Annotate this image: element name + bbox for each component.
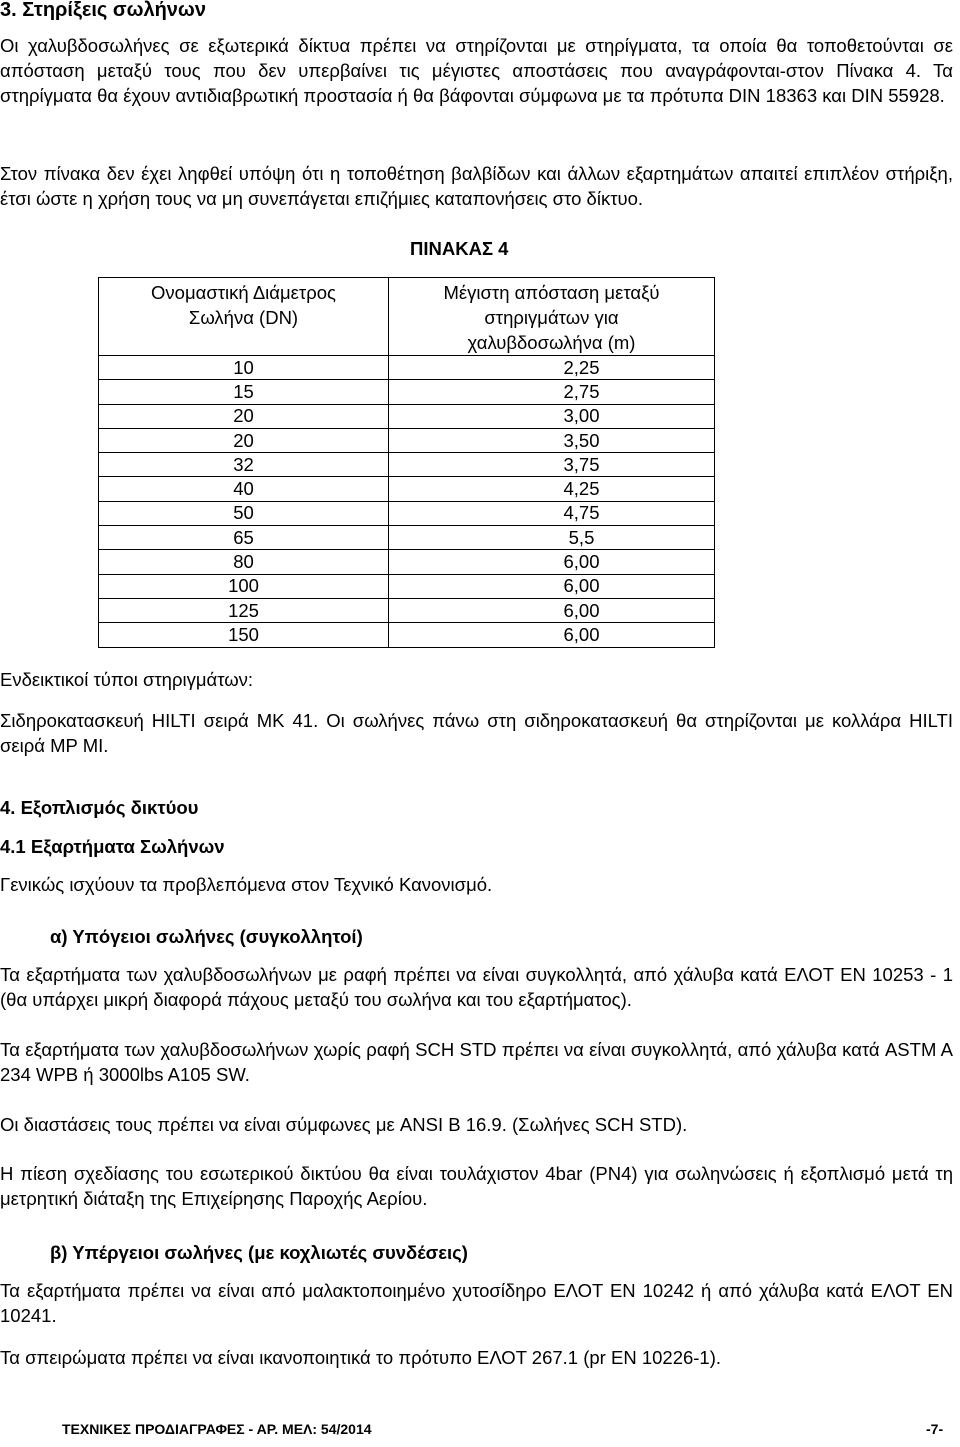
- dn-cell: 100: [99, 574, 389, 598]
- general-note: Γενικώς ισχύουν τα προβλεπόμενα στον Τεχνικό Κανονισμό.: [0, 874, 493, 895]
- table-row: [99, 453, 715, 477]
- distance-cell: 5,5: [389, 526, 715, 550]
- table-row: [99, 356, 715, 380]
- subsection-a-paragraph-4: Η πίεση σχεδίασης του εσωτερικού δικτύου θα είναι τουλάχιστον 4bar (PN4) για σωληνώσεις ή εξοπλισμό μετά τη μετρητική διάταξη της Επιχείρησης Παροχής Αερίου.: [0, 1163, 953, 1209]
- header-diameter-line-2: Σωλήνα (DN): [188, 307, 299, 328]
- dn-cell: 40: [99, 477, 389, 501]
- table-row: [99, 623, 715, 647]
- header-distance-line-2: στηριγμάτων για: [484, 307, 619, 328]
- distance-cell: 2,75: [389, 380, 715, 404]
- distance-cell: 3,50: [389, 428, 715, 452]
- dn-cell: 80: [99, 550, 389, 574]
- distance-cell: 6,00: [389, 574, 715, 598]
- table-row: [99, 428, 715, 452]
- dn-cell: 15: [99, 380, 389, 404]
- subsection-b-paragraph-2: Τα σπειρώματα πρέπει να είναι ικανοποιητικά το πρότυπο ΕΛΟΤ 267.1 (pr EN 10226-1).: [0, 1347, 722, 1368]
- support-types-label: Ενδεικτικοί τύποι στηριγμάτων:: [0, 669, 254, 690]
- table-row: [99, 380, 715, 404]
- dn-cell: 125: [99, 598, 389, 622]
- dn-cell: 20: [99, 428, 389, 452]
- table-row: [99, 574, 715, 598]
- header-diameter: [99, 278, 389, 356]
- distance-cell: 3,75: [389, 453, 715, 477]
- header-distance-line-1: Μέγιστη απόσταση μεταξύ: [443, 282, 660, 303]
- table-row: [99, 598, 715, 622]
- section-3-paragraph-1: Οι χαλυβδοσωλήνες σε εξωτερικά δίκτυα πρέπει να στηρίζονται με στηρίγματα, τα οποία θα τοποθετούνται σε απόσταση μεταξύ τους που δεν υπερβαίνει τις μέγιστες αποστάσεις που αναγράφονται-στον Πίνακα 4. Τα στηρίγματα θα έχουν αντιδιαβρωτική προστασία ή θα βάφονται σύμφωνα με τα πρότυπα DIN 18363 και DIN 55928.: [0, 35, 953, 106]
- table-caption: ΠΙΝΑΚΑΣ 4: [410, 238, 509, 259]
- subsection-a-paragraph-1: Τα εξαρτήματα των χαλυβδοσωλήνων με ραφή πρέπει να είναι συγκολλητά, από χάλυβα κατά ΕΛΟΤ ΕΝ 10253 - 1 (θα υπάρχει μικρή διαφορά πάχους μεταξύ του σωλήνα και του εξαρτήματος).: [0, 964, 953, 1010]
- section-4-heading: 4. Εξοπλισμός δικτύου: [0, 797, 199, 818]
- distance-cell: 6,00: [389, 550, 715, 574]
- distance-cell: 3,00: [389, 404, 715, 428]
- table-row: [99, 501, 715, 525]
- dn-cell: 20: [99, 404, 389, 428]
- header-distance-line-3: χαλυβδοσωλήνα (m): [467, 332, 636, 353]
- subsection-a-paragraph-3: Οι διαστάσεις τους πρέπει να είναι σύμφωνες με ANSI B 16.9. (Σωλήνες SCH STD).: [0, 1114, 688, 1135]
- subsection-b-paragraph-1: Τα εξαρτήματα πρέπει να είναι από μαλακτοποιημένο χυτοσίδηρο ΕΛΟΤ ΕΝ 10242 ή από χάλυβα κατά ΕΛΟΤ ΕΝ 10241.: [0, 1280, 953, 1326]
- dn-cell: 150: [99, 623, 389, 647]
- subsection-a-heading: α) Υπόγειοι σωλήνες (συγκολλητοί): [50, 926, 363, 947]
- dn-cell: 65: [99, 526, 389, 550]
- table-row: [99, 550, 715, 574]
- section-4-1-heading: 4.1 Εξαρτήματα Σωλήνων: [0, 836, 225, 857]
- distance-cell: 4,75: [389, 501, 715, 525]
- footer-title: ΤΕΧΝΙΚΕΣ ΠΡΟΔΙΑΓΡΑΦΕΣ - ΑΡ. ΜΕΛ: 54/2014: [62, 1421, 372, 1437]
- dn-cell: 32: [99, 453, 389, 477]
- support-distance-table: [98, 277, 715, 648]
- section-3-heading: 3. Στηρίξεις σωλήνων: [0, 0, 206, 21]
- section-3-paragraph-2: Στον πίνακα δεν έχει ληφθεί υπόψη ότι η τοποθέτηση βαλβίδων και άλλων εξαρτημάτων απαιτεί επιπλέον στήριξη, έτσι ώστε η χρήση τους να μη συνεπάγεται επιζήμιες καταπονήσεις στο δίκτυο.: [0, 163, 953, 209]
- table-row: [99, 477, 715, 501]
- subsection-b-heading: β) Υπέργειοι σωλήνες (με κοχλιωτές συνδέσεις): [50, 1242, 468, 1263]
- support-types-text: Σιδηροκατασκευή HILTI σειρά MK 41. Οι σωλήνες πάνω στη σιδηροκατασκευή θα στηρίζονται με κολλάρα HILTI σειρά MP MI.: [0, 710, 953, 756]
- dn-cell: 50: [99, 501, 389, 525]
- distance-cell: 4,25: [389, 477, 715, 501]
- table-row: [99, 526, 715, 550]
- table-header-row: [99, 278, 715, 356]
- footer-page-number: -7-: [926, 1421, 944, 1437]
- distance-cell: 6,00: [389, 623, 715, 647]
- dn-cell: 10: [99, 356, 389, 380]
- header-distance: [389, 278, 715, 356]
- subsection-a-paragraph-2: Τα εξαρτήματα των χαλυβδοσωλήνων χωρίς ραφή SCH STD πρέπει να είναι συγκολλητά, από χάλυβα κατά ASTM A 234 WPB ή 3000lbs A105 SW.: [0, 1039, 953, 1085]
- distance-cell: 6,00: [389, 598, 715, 622]
- header-diameter-line-1: Ονομαστική Διάμετρος: [151, 282, 336, 303]
- distance-cell: 2,25: [389, 356, 715, 380]
- table-row: [99, 404, 715, 428]
